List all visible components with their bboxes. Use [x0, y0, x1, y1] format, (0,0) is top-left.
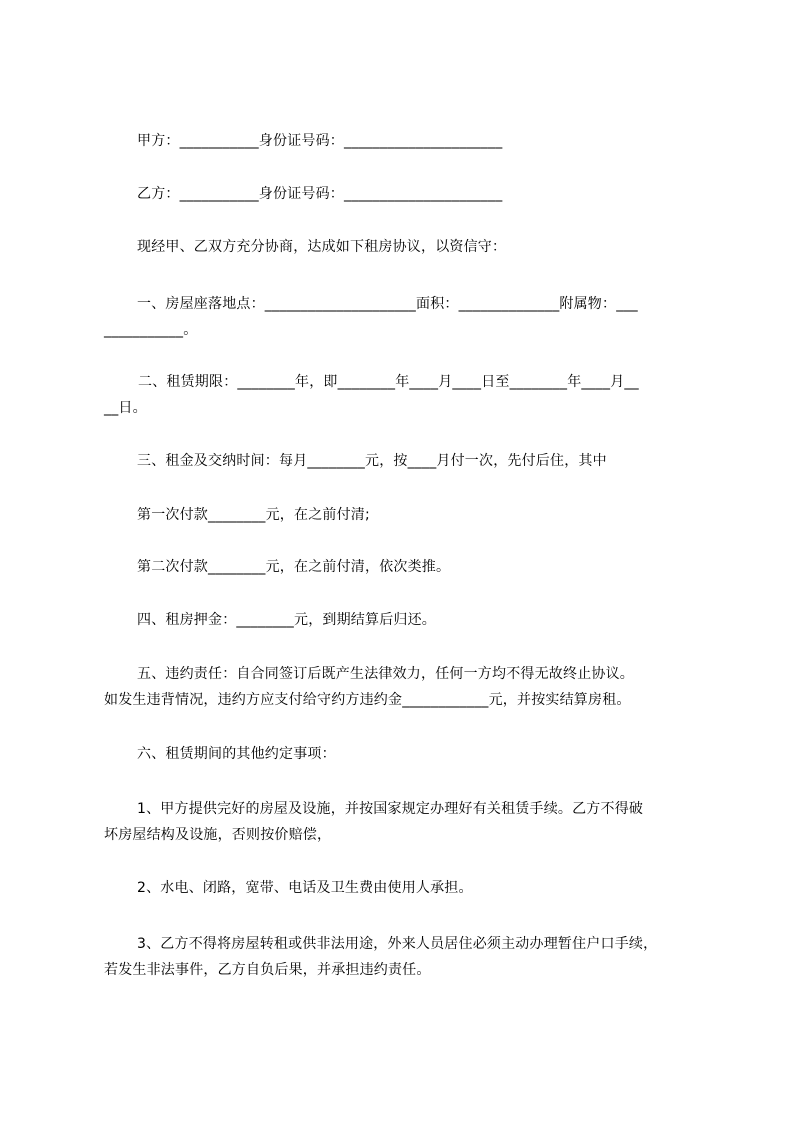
party-a-line: 甲方：___________身份证号码：______________________ [137, 133, 503, 149]
item-1-line-2: 坏房屋结构及设施，否则按价赔偿， [104, 827, 332, 843]
clause-1-line-2: ___________。 [104, 322, 198, 338]
item-3-line-1: 3、乙方不得将房屋转租或供非法用途，外来人员居住必须主动办理暂住户口手续， [137, 936, 658, 952]
payment-2: 第二次付款________元，在之前付清，依次类推。 [137, 559, 451, 575]
payment-1: 第一次付款________元，在之前付清; [137, 507, 370, 523]
item-2: 2、水电、闭路，宽带、电话及卫生费由使用人承担。 [137, 880, 473, 896]
clause-5-line-1: 五、违约责任：自合同签订后既产生法律效力，任何一方均不得无故终止协议。 [137, 666, 634, 682]
clause-2-line-2: __日。 [104, 400, 147, 416]
party-b-line: 乙方：___________身份证号码：______________________ [137, 186, 503, 202]
clause-2-line-1: 二、租赁期限：________年，即________年____月____日至________年____月__ [138, 374, 639, 390]
clause-3: 三、租金及交纳时间：每月________元，按____月付一次，先付后住，其中 [137, 453, 607, 469]
item-1-line-1: 1、甲方提供完好的房屋及设施，并按国家规定办理好有关租赁手续。乙方不得破 [137, 801, 644, 817]
clause-4: 四、租房押金：________元，到期结算后归还。 [137, 612, 436, 628]
clause-5-line-2: 如发生违背情况，违约方应支付给守约方违约金____________元，并按实结算房租。 [104, 692, 631, 708]
item-3-line-2: 若发生非法事件，乙方自负后果，并承担违约责任。 [104, 962, 431, 978]
intro-paragraph: 现经甲、乙双方充分协商，达成如下租房协议，以资信守： [137, 239, 507, 255]
clause-1-line-1: 一、房屋座落地点：_____________________面积：______________附属物：___ [137, 296, 638, 312]
clause-6: 六、租赁期间的其他约定事项： [137, 746, 336, 762]
